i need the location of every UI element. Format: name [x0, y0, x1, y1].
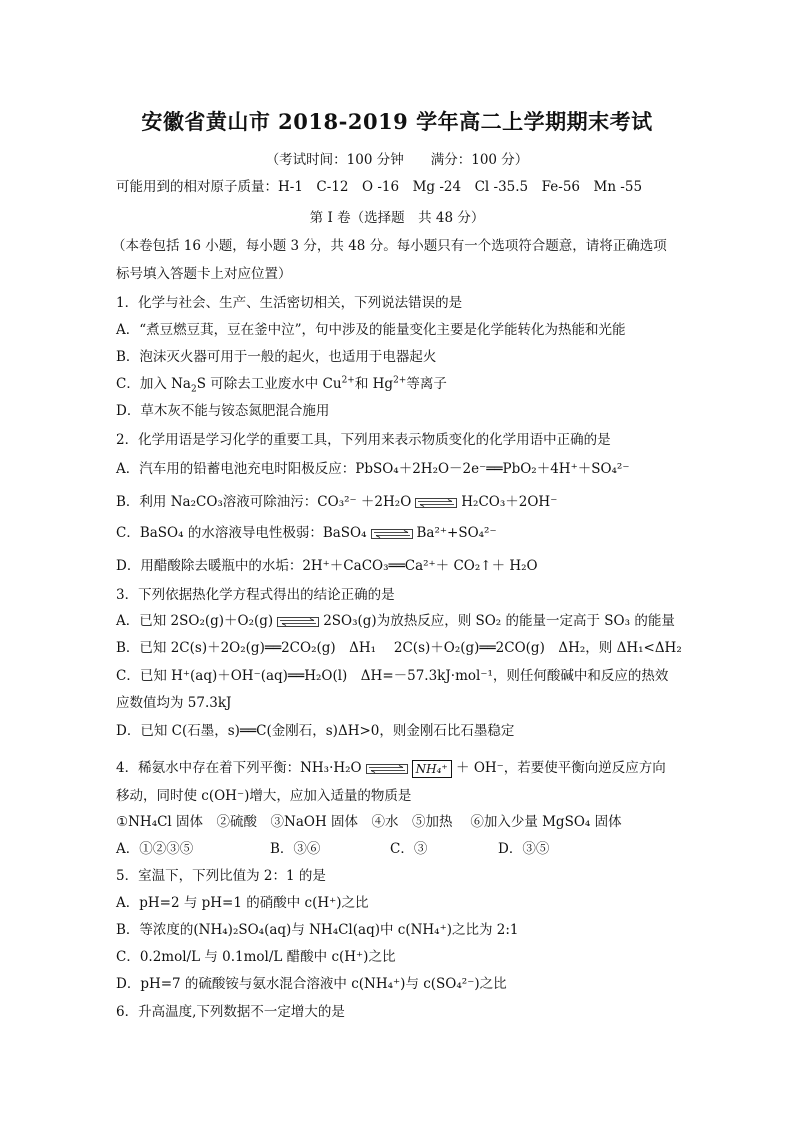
- q3-a-right: 2SO₃(g)为放热反应，则 SO₂ 的能量一定高于 SO₃ 的能量: [323, 613, 675, 629]
- q3-option-b: B．已知 2C(s)＋2O₂(g)══2CO₂(g) ΔH₁ 2C(s)＋O₂(g)══2CO(g) ΔH₂，则 ΔH₁<ΔH₂: [116, 640, 682, 656]
- q1-c-sup-2: 2+: [393, 375, 407, 386]
- q4-option-c: C．③: [390, 841, 428, 857]
- exam-info: （考试时间：100 分钟 满分：100 分）: [265, 152, 529, 168]
- q1-option-b: B．泡沫灭火器可用于一般的起火，也适用于电器起火: [116, 349, 437, 365]
- q1-option-a: A．“煮豆燃豆萁，豆在釜中泣”，句中涉及的能量变化主要是化学能转化为热能和光能: [116, 322, 626, 338]
- q1-option-d: D．草木灰不能与铵态氮肥混合施用: [116, 403, 330, 419]
- q4-choices: ①NH₄Cl 固体 ②硫酸 ③NaOH 固体 ④水 ⑤加热 ⑥加入少量 MgSO₄ 固体: [116, 814, 622, 830]
- q1-option-c: [116, 374, 696, 394]
- q2-c-left: C．BaSO₄ 的水溶液导电性极弱：BaSO₄: [116, 525, 367, 541]
- q5-stem: 5．室温下，下列比值为 2：1 的是: [116, 868, 326, 884]
- q3-option-c-line-1: C．已知 H⁺(aq)＋OH⁻(aq)══H₂O(l) ΔH=－57.3kJ·mol⁻¹，则任何酸碱中和反应的热效: [116, 668, 669, 684]
- q3-option-c-line-2: 应数值均为 57.3kJ: [116, 695, 232, 711]
- q1-stem: 1．化学与社会、生产、生活密切相关，下列说法错误的是: [116, 295, 463, 311]
- q5-option-d: D．pH=7 的硫酸铵与氨水混合溶液中 c(NH₄⁺)与 c(SO₄²⁻)之比: [116, 976, 507, 992]
- q2-option-b: [116, 492, 696, 512]
- instructions-line-1: （本卷包括 16 小题，每小题 3 分，共 48 分。每小题只有一个选项符合题意，请将正确选项: [112, 238, 667, 254]
- q3-option-d: D．已知 C(石墨，s)══C(金刚石，s)ΔH>0，则金刚石比石墨稳定: [116, 723, 515, 739]
- q2-option-a: A．汽车用的铅蓄电池充电时阳极反应：PbSO₄＋2H₂O－2e⁻══PbO₂＋4H⁺＋SO₄²⁻: [116, 461, 630, 477]
- q2-stem: 2．化学用语是学习化学的重要工具，下列用来表示物质变化的化学用语中正确的是: [116, 432, 611, 448]
- section-title: 第 I 卷（选择题 共 48 分）: [309, 210, 485, 226]
- q1-c-text-3: 和 Hg: [354, 376, 394, 392]
- q4-stem-line-1: [116, 758, 696, 778]
- q4-option-a: A．①②③⑤: [116, 841, 194, 857]
- q4-options: [116, 839, 696, 859]
- q1-c-text-2: S 可除去工业废水中 Cu: [196, 376, 342, 392]
- q5-option-a: A．pH=2 与 pH=1 的硝酸中 c(H⁺)之比: [116, 895, 369, 911]
- q1-c-sub: 2: [190, 384, 197, 395]
- instructions-line-2: 标号填入答题卡上对应位置）: [116, 266, 292, 282]
- reversible-arrow-icon: [371, 529, 413, 539]
- q4-option-b: B．③⑥: [270, 841, 321, 857]
- q2-option-c: [116, 523, 696, 543]
- q4-stem-right: ＋ OH⁻，若要使平衡向逆反应方向: [456, 760, 666, 776]
- q5-option-c: C．0.2mol/L 与 0.1mol/L 醋酸中 c(H⁺)之比: [116, 949, 396, 965]
- atomic-masses: 可能用到的相对原子质量：H-1 C-12 O -16 Mg -24 Cl -35.5 Fe-56 Mn -55: [116, 179, 643, 195]
- q2-b-left: B．利用 Na₂CO₃溶液可除油污：CO₃²⁻ ＋2H₂O: [116, 494, 412, 510]
- reversible-arrow-icon: [277, 617, 319, 627]
- ammonium-box: NH₄⁺: [412, 760, 452, 778]
- q4-stem-left: 4．稀氨水中存在着下列平衡：NH₃·H₂O: [116, 760, 362, 776]
- q4-option-d: D．③⑤: [498, 841, 550, 857]
- q3-a-left: A．已知 2SO₂(g)＋O₂(g): [116, 613, 274, 629]
- reversible-arrow-icon: [366, 764, 408, 774]
- reversible-arrow-icon: [415, 498, 457, 508]
- page-title: 安徽省黄山市 2018-2019 学年高二上学期期末考试: [141, 109, 653, 134]
- q1-c-sup-1: 2+: [341, 375, 355, 386]
- q2-b-right: H₂CO₃＋2OH⁻: [461, 494, 558, 510]
- q3-stem: 3．下列依据热化学方程式得出的结论正确的是: [116, 587, 395, 603]
- q3-option-a: [116, 611, 696, 631]
- q5-option-b: B．等浓度的(NH₄)₂SO₄(aq)与 NH₄Cl(aq)中 c(NH₄⁺)之比为 2:1: [116, 922, 519, 938]
- q1-c-text-4: 等离子: [406, 376, 447, 392]
- q4-stem-line-2: 移动，同时使 c(OH⁻)增大，应加入适量的物质是: [116, 788, 412, 804]
- q6-stem: 6．升高温度,下列数据不一定增大的是: [116, 1004, 345, 1020]
- q1-c-text-1: C．加入 Na: [116, 376, 191, 392]
- q2-option-d: D．用醋酸除去暖瓶中的水垢：2H⁺＋CaCO₃══Ca²⁺＋ CO₂↑＋ H₂O: [116, 558, 538, 574]
- q2-c-right: Ba²⁺+SO₄²⁻: [416, 525, 497, 541]
